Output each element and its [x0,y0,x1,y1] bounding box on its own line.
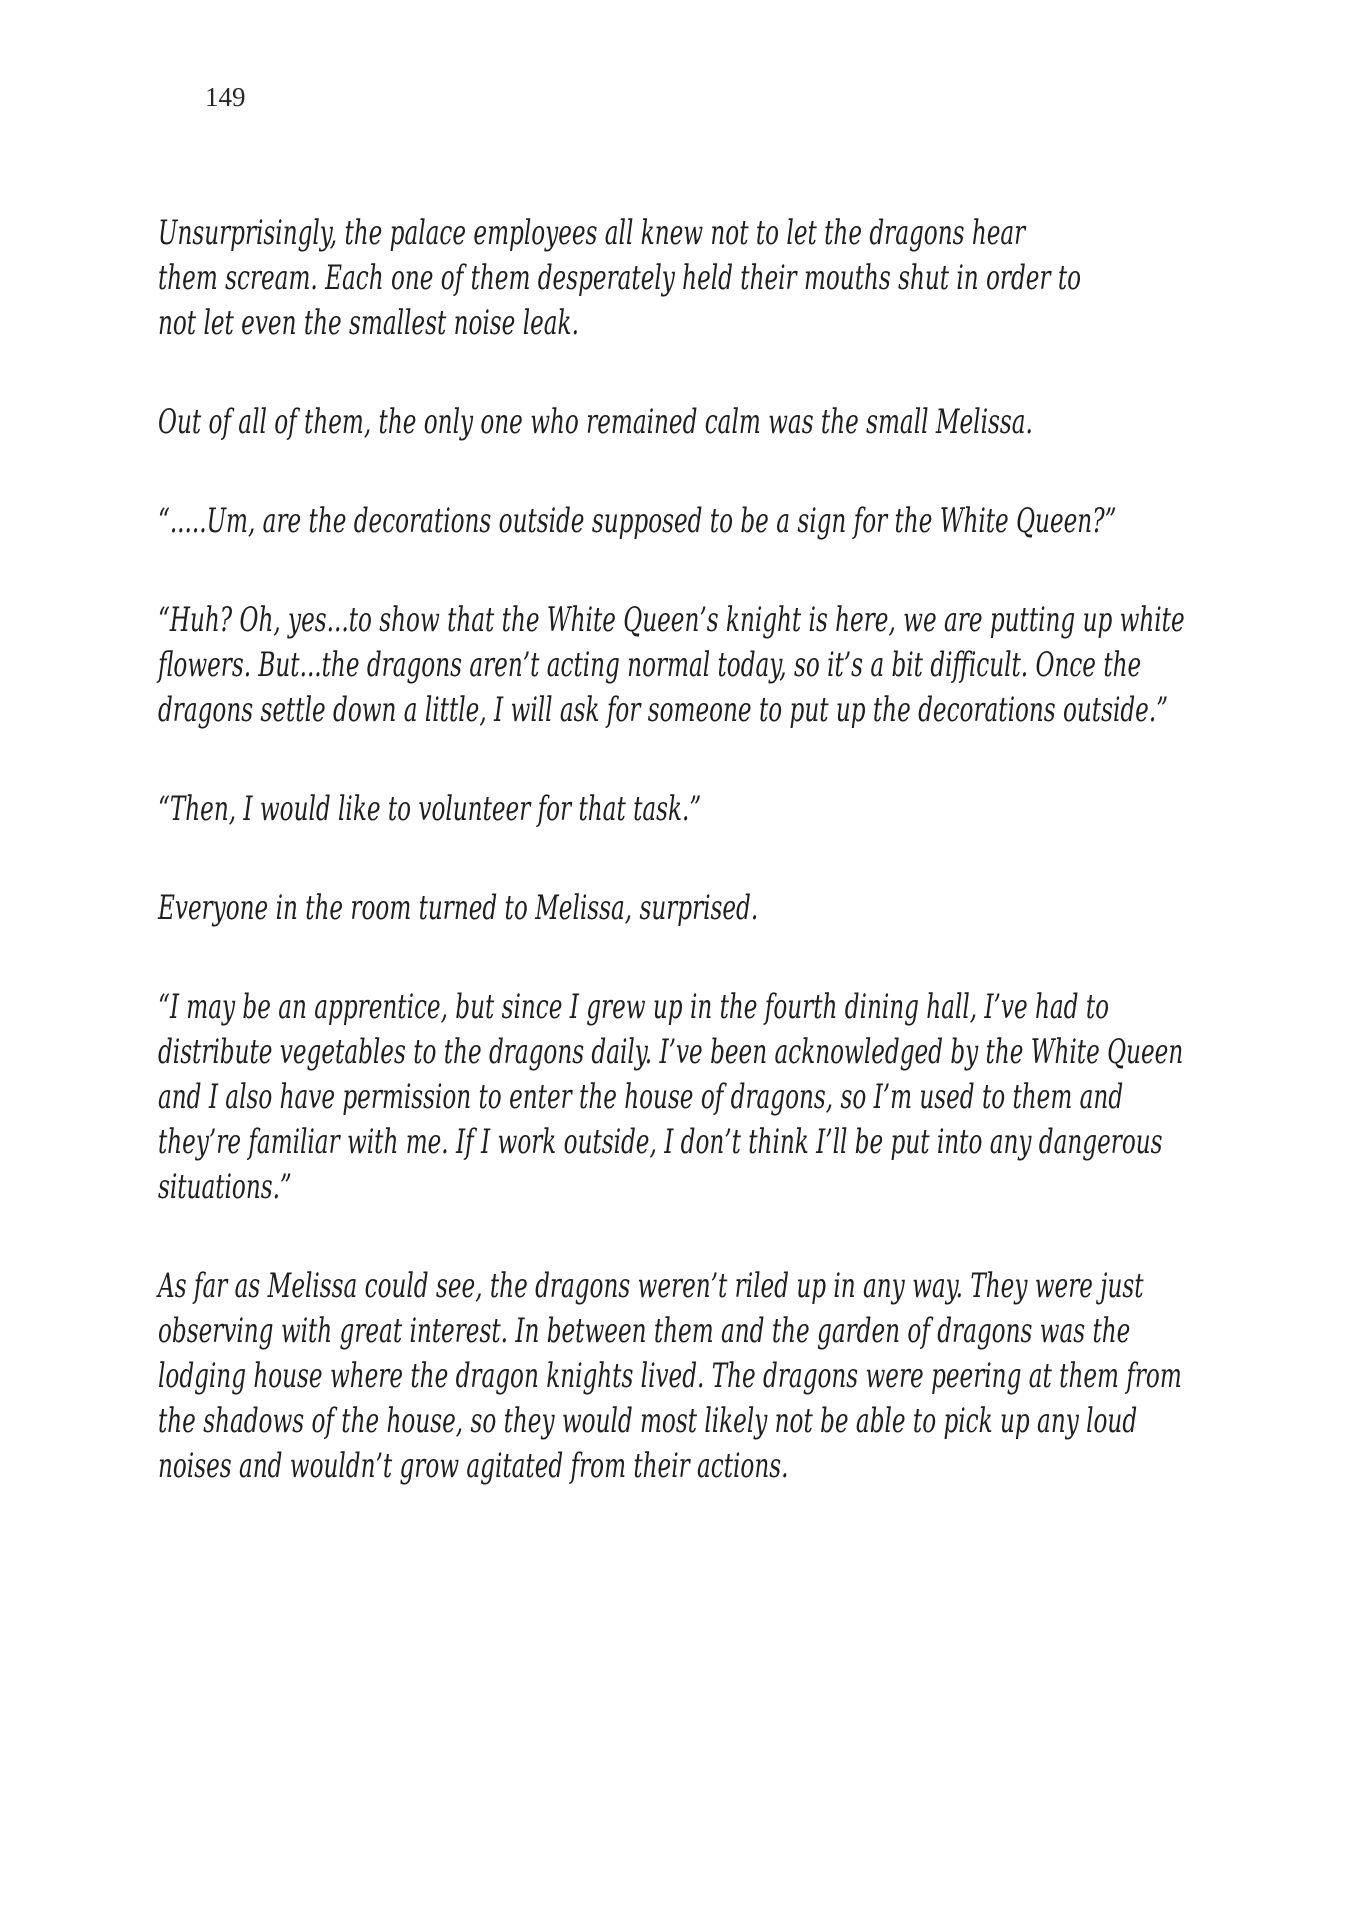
text-line: “Huh? Oh, yes...to show that the White Queen’s knight is here, we are putting up white [158,600,1185,640]
paragraph [158,1264,1348,1489]
text-line: As far as Melissa could see, the dragons weren’t riled up in any way. They were just [158,1266,1144,1306]
text-line: flowers. But...the dragons aren’t acting normal today, so it’s a bit difficult. Once the [158,645,1142,685]
text-line: “I may be an apprentice, but since I grew up in the fourth dining hall, I’ve had to [158,987,1110,1027]
paragraph [158,787,1348,832]
text-line: the shadows of the house, so they would most likely not be able to pick up any loud [158,1401,1138,1441]
paragraph [158,211,1348,346]
text-line: “.....Um, are the decorations outside supposed to be a sign for the White Queen?” [158,501,1117,541]
text-line: them scream. Each one of them desperately held their mouths shut in order to [158,258,1082,298]
text-line: distribute vegetables to the dragons daily. I’ve been acknowledged by the White Queen [158,1032,1184,1072]
paragraph [158,598,1348,733]
text-line: Everyone in the room turned to Melissa, surprised. [158,888,759,928]
text-line: noises and wouldn’t grow agitated from their actions. [158,1446,789,1486]
text-line: lodging house where the dragon knights lived. The dragons were peering at them from [158,1356,1182,1396]
text-line: Out of all of them, the only one who remained calm was the small Melissa. [158,402,1033,442]
text-line: not let even the smallest noise leak. [158,303,579,343]
text-line: and I also have permission to enter the house of dragons, so I’m used to them and [158,1077,1124,1117]
text-line: dragons settle down a little, I will ask for someone to put up the decorations outside.” [158,690,1169,730]
text-line: situations.” [158,1167,292,1207]
text-line: “Then, I would like to volunteer for that task.” [158,789,702,829]
page-content [158,211,1348,1543]
text-line: observing with great interest. In between them and the garden of dragons was the [158,1311,1131,1351]
text-line: they’re familiar with me. If I work outside, I don’t think I’ll be put into any dangerous [158,1122,1163,1162]
paragraph [158,886,1348,931]
paragraph [158,400,1348,445]
page-number: 149 [205,82,246,112]
paragraph [158,499,1348,544]
text-line: Unsurprisingly, the palace employees all knew not to let the dragons hear [158,213,1026,253]
paragraph [158,985,1348,1210]
